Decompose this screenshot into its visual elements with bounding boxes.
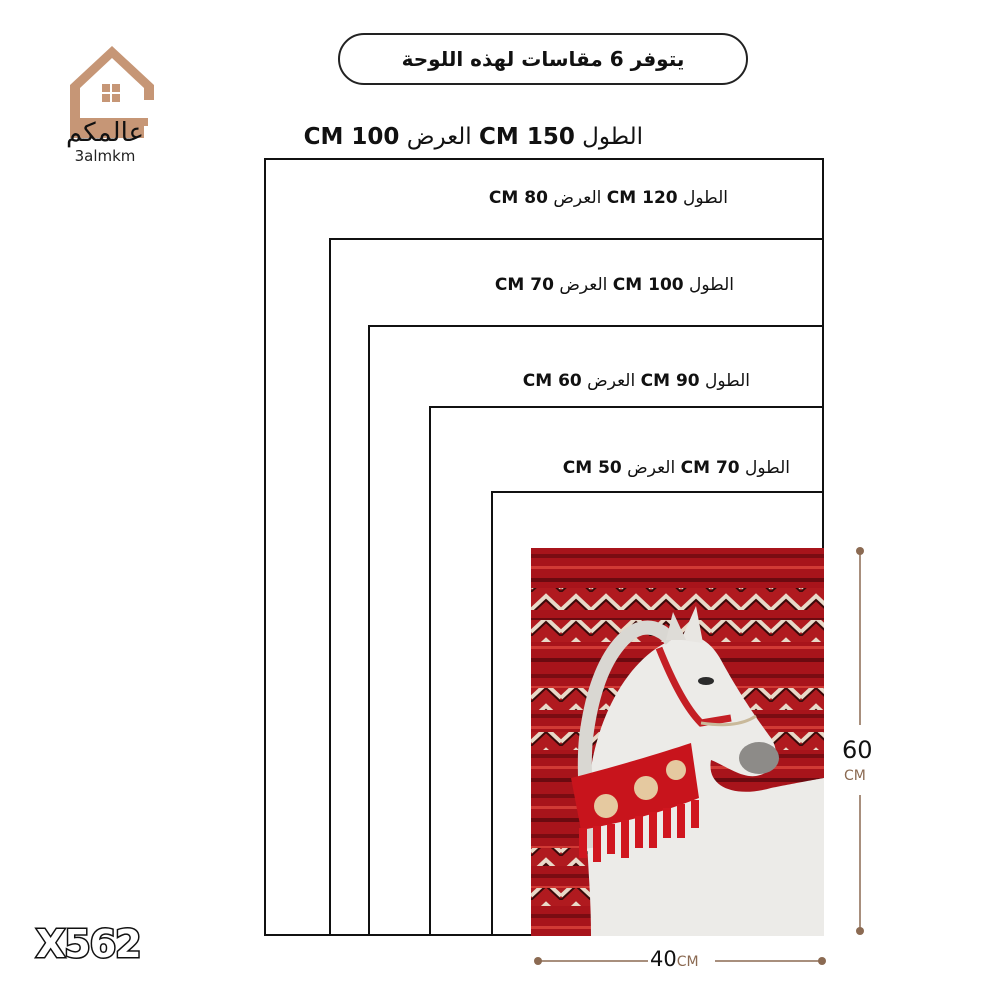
size-label: الطول 150 CM العرض 100 CM xyxy=(303,124,643,150)
width-value: 40 xyxy=(650,947,677,971)
height-value: 60 xyxy=(842,736,873,764)
height-unit: CM xyxy=(844,768,866,784)
size-label: الطول 120 CM العرض 80 CM xyxy=(488,188,728,208)
brand-name-arabic: عالمكم xyxy=(65,118,145,148)
sizes-availability-badge xyxy=(338,33,748,85)
width-label xyxy=(650,947,699,971)
width-unit: CM xyxy=(676,954,699,970)
size-label: الطول 90 CM العرض 60 CM xyxy=(522,371,750,391)
size-label: الطول 70 CM العرض 50 CM xyxy=(562,458,790,478)
size-label: الطول 100 CM العرض 70 CM xyxy=(494,275,734,295)
availability-text: يتوفر 6 مقاسات لهذه اللوحة xyxy=(401,47,685,71)
brand-name-english: 3almkm xyxy=(74,147,136,165)
product-code: X562 xyxy=(36,922,141,966)
horse-artwork-image xyxy=(531,548,824,936)
